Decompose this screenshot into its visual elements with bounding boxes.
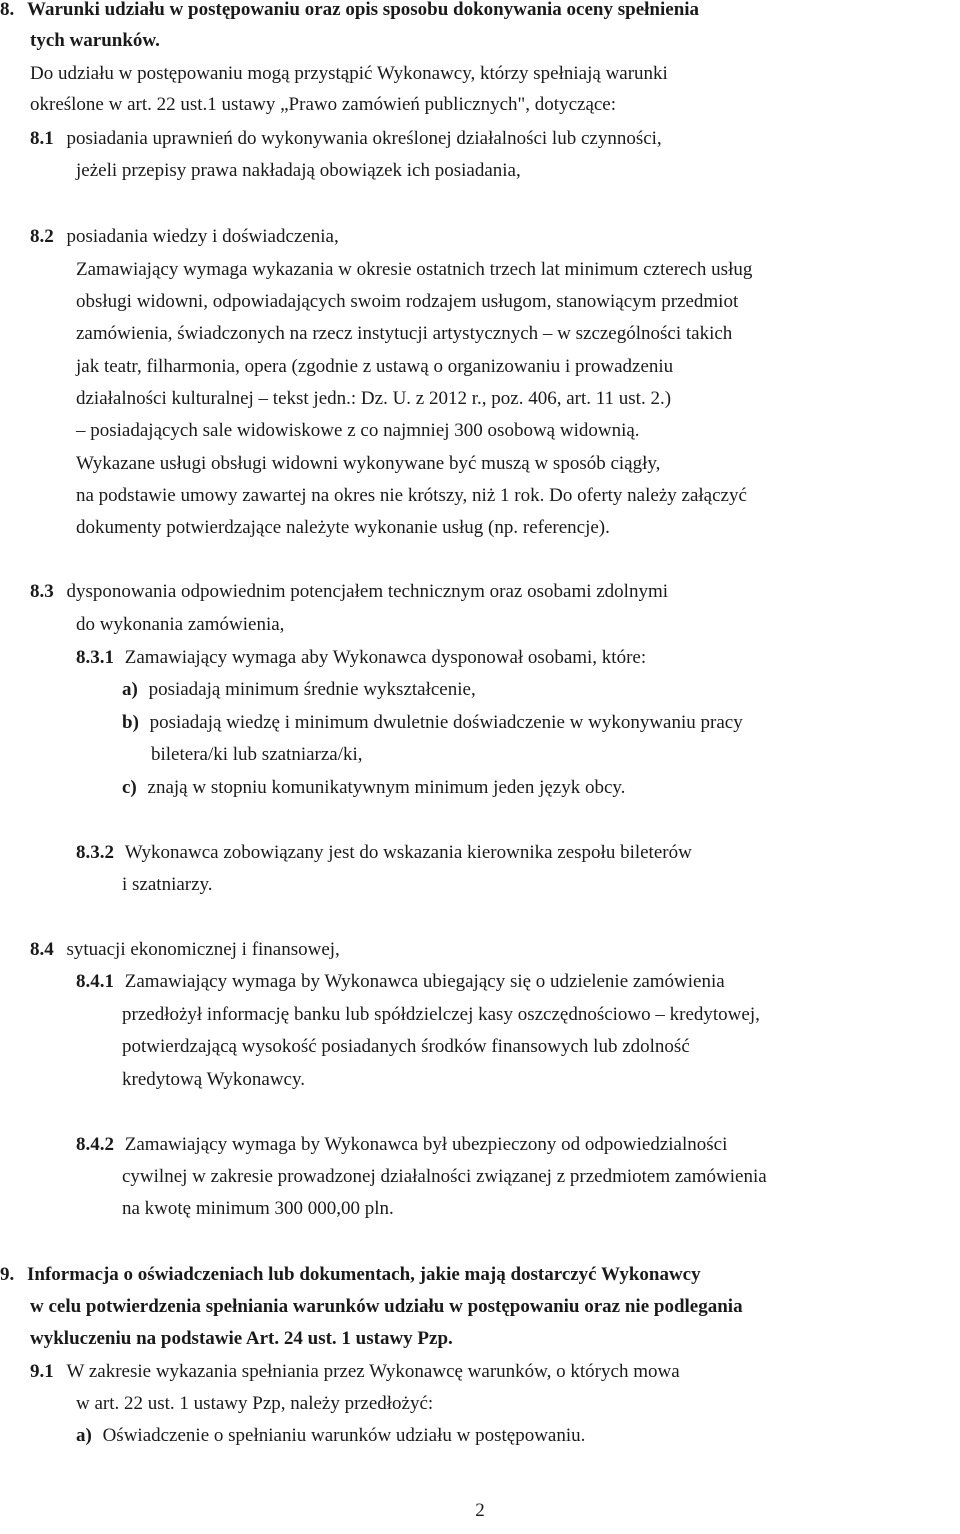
list-item-b — [122, 711, 743, 735]
subsection-8-1 — [30, 127, 662, 151]
section-title-cont: w celu potwierdzenia spełniania warunków udziału w postępowaniu oraz nie podlegania — [30, 1296, 743, 1317]
section-title: Informacja o oświadczeniach lub dokumentach, jakie mają dostarczyć Wykonawcy — [27, 1264, 701, 1285]
subsection-8-4-1 — [76, 970, 725, 994]
list-text: posiadają wiedzę i minimum dwuletnie doświadczenie w wykonywaniu pracy — [149, 712, 743, 733]
subsection-text: Zamawiający wymaga by Wykonawca ubiegający się o udzielenie zamówienia — [124, 971, 725, 992]
subsection-8-4 — [30, 938, 340, 962]
list-item-a — [122, 678, 476, 702]
subsection-text: Zamawiający wymaga by Wykonawca był ubezpieczony od odpowiedzialności — [124, 1134, 728, 1155]
subsection-text: W zakresie wykazania spełniania przez Wykonawcę warunków, o których mowa — [66, 1361, 680, 1382]
paragraph-line: na podstawie umowy zawartej na okres nie krótszy, niż 1 rok. Do oferty należy załączyć — [76, 485, 747, 506]
section-9-heading — [0, 1263, 701, 1287]
paragraph-line: dokumenty potwierdzające należyte wykonanie usług (np. referencje). — [76, 517, 610, 538]
subsection-8-2 — [30, 225, 339, 249]
section-8-heading — [0, 0, 699, 22]
paragraph-line: potwierdzającą wysokość posiadanych środków finansowych lub zdolność — [122, 1036, 690, 1057]
subsection-text: sytuacji ekonomicznej i finansowej, — [66, 939, 340, 960]
subsection-text: Zamawiający wymaga aby Wykonawca dysponował osobami, które: — [124, 647, 647, 668]
list-label: a) — [76, 1425, 92, 1446]
subsection-text-cont: i szatniarzy. — [122, 874, 213, 895]
subsection-number: 8.3 — [30, 581, 54, 602]
list-text: znają w stopniu komunikatywnym minimum jeden język obcy. — [147, 777, 626, 798]
subsection-text: posiadania uprawnień do wykonywania określonej działalności lub czynności, — [66, 128, 662, 149]
list-text-cont: biletera/ki lub szatniarza/ki, — [151, 744, 363, 765]
subsection-text: posiadania wiedzy i doświadczenia, — [66, 226, 339, 247]
list-label: b) — [122, 712, 139, 733]
subsection-number: 9.1 — [30, 1361, 54, 1382]
paragraph-line: działalności kulturalnej – tekst jedn.: Dz. U. z 2012 r., poz. 406, art. 11 ust. 2.) — [76, 388, 672, 409]
list-label: c) — [122, 777, 137, 798]
intro-text-cont: określone w art. 22 ust.1 ustawy „Prawo zamówień publicznych", dotyczące: — [30, 94, 617, 115]
paragraph-line: Wykazane usługi obsługi widowni wykonywane być muszą w sposób ciągły, — [76, 453, 661, 474]
list-item-a — [76, 1424, 585, 1448]
section-title-cont: wykluczeniu na podstawie Art. 24 ust. 1 ustawy Pzp. — [30, 1328, 453, 1349]
list-item-c — [122, 776, 625, 800]
paragraph-line: jak teatr, filharmonia, opera (zgodnie z ustawą o organizowaniu i prowadzeniu — [76, 356, 674, 377]
subsection-number: 8.4.1 — [76, 971, 114, 992]
subsection-number: 8.4 — [30, 939, 54, 960]
paragraph-line: zamówienia, świadczonych na rzecz instytucji artystycznych – w szczególności takich — [76, 323, 733, 344]
intro-text: Do udziału w postępowaniu mogą przystąpić Wykonawcy, którzy spełniają warunki — [30, 63, 668, 84]
subsection-number: 8.2 — [30, 226, 54, 247]
subsection-text: Wykonawca zobowiązany jest do wskazania kierownika zespołu bileterów — [124, 842, 692, 863]
page-number: 2 — [475, 1500, 485, 1521]
paragraph-line: – posiadających sale widowiskowe z co najmniej 300 osobową widownią. — [76, 420, 640, 441]
subsection-8-3 — [30, 580, 668, 604]
subsection-8-4-2 — [76, 1133, 727, 1157]
subsection-9-1 — [30, 1360, 680, 1384]
section-number: 8. — [0, 0, 15, 20]
list-text: posiadają minimum średnie wykształcenie, — [148, 679, 476, 700]
subsection-8-3-2 — [76, 841, 692, 865]
section-number: 9. — [0, 1264, 15, 1285]
list-label: a) — [122, 679, 138, 700]
paragraph-line: obsługi widowni, odpowiadających swoim rodzajem usługom, stanowiącym przedmiot — [76, 291, 739, 312]
paragraph-line: przedłożył informację banku lub spółdzielczej kasy oszczędnościowo – kredytowej, — [122, 1004, 760, 1025]
paragraph-line: cywilnej w zakresie prowadzonej działalności związanej z przedmiotem zamówienia — [122, 1166, 767, 1187]
list-text: Oświadczenie o spełnianiu warunków udziału w postępowaniu. — [102, 1425, 586, 1446]
paragraph-line: Zamawiający wymaga wykazania w okresie ostatnich trzech lat minimum czterech usług — [76, 259, 753, 280]
paragraph-line: na kwotę minimum 300 000,00 pln. — [122, 1198, 394, 1219]
subsection-number: 8.3.1 — [76, 647, 114, 668]
subsection-text-cont: jeżeli przepisy prawa nakładają obowiązek ich posiadania, — [76, 160, 521, 181]
subsection-text: dysponowania odpowiednim potencjałem technicznym oraz osobami zdolnymi — [66, 581, 669, 602]
subsection-number: 8.4.2 — [76, 1134, 114, 1155]
subsection-text-cont: w art. 22 ust. 1 ustawy Pzp, należy przedłożyć: — [76, 1393, 434, 1414]
subsection-text-cont: do wykonania zamówienia, — [76, 614, 285, 635]
subsection-8-3-1 — [76, 646, 646, 670]
subsection-number: 8.3.2 — [76, 842, 114, 863]
paragraph-line: kredytową Wykonawcy. — [122, 1069, 305, 1090]
subsection-number: 8.1 — [30, 128, 54, 149]
section-title-cont: tych warunków. — [30, 30, 160, 51]
section-title: Warunki udziału w postępowaniu oraz opis sposobu dokonywania oceny spełnienia — [27, 0, 700, 20]
